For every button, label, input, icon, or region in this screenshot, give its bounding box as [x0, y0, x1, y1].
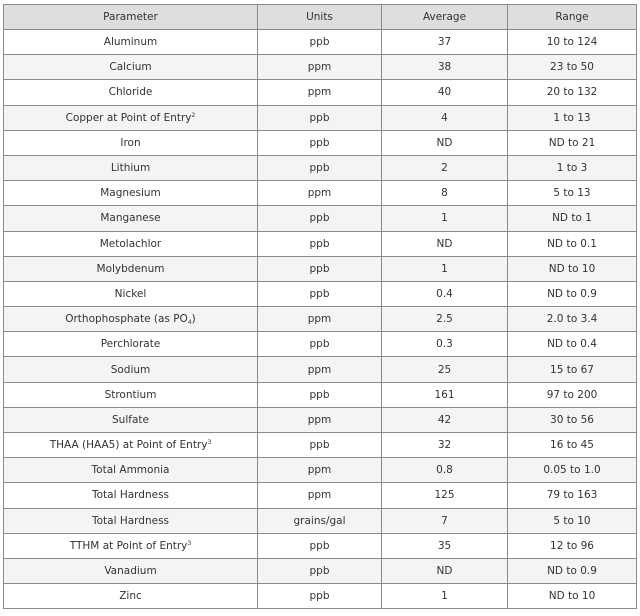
parameter-name: Metolachlor	[99, 237, 162, 250]
parameter-cell	[4, 130, 258, 155]
header-average: Average	[382, 5, 508, 30]
table-row	[4, 584, 637, 609]
units-cell: ppb	[258, 155, 382, 180]
average-cell: 8	[382, 181, 508, 206]
parameter-cell	[4, 332, 258, 357]
units-cell: ppm	[258, 55, 382, 80]
table-row	[4, 382, 637, 407]
table-row	[4, 206, 637, 231]
parameter-name: Orthophosphate (as PO	[65, 312, 188, 325]
footnote-marker: 3	[187, 539, 192, 547]
footnote-marker: 2	[191, 111, 196, 119]
parameter-name: Manganese	[100, 212, 161, 225]
table-row	[4, 231, 637, 256]
parameter-name: Lithium	[110, 162, 151, 175]
units-cell: ppb	[258, 105, 382, 130]
parameter-name: Chloride	[108, 86, 153, 99]
average-cell: 0.3	[382, 332, 508, 357]
parameter-name: Nickel	[114, 287, 147, 300]
parameter-subscript: 4	[187, 318, 192, 326]
range-cell: ND to 10	[508, 584, 637, 609]
average-cell: 0.4	[382, 281, 508, 306]
header-row	[4, 5, 637, 30]
parameter-cell	[4, 458, 258, 483]
range-cell: 0.05 to 1.0	[508, 458, 637, 483]
range-cell: 1 to 13	[508, 105, 637, 130]
average-cell: 7	[382, 508, 508, 533]
range-cell: 97 to 200	[508, 382, 637, 407]
units-cell: ppm	[258, 458, 382, 483]
table-row	[4, 105, 637, 130]
table-row	[4, 433, 637, 458]
parameter-suffix: )	[191, 312, 196, 325]
table-row	[4, 508, 637, 533]
range-cell: 10 to 124	[508, 30, 637, 55]
units-cell: ppb	[258, 231, 382, 256]
units-cell: ppm	[258, 307, 382, 332]
parameter-name: Copper at Point of Entry	[65, 111, 192, 124]
parameter-cell	[4, 558, 258, 583]
average-cell: 4	[382, 105, 508, 130]
parameter-cell	[4, 256, 258, 281]
parameter-name: Zinc	[119, 590, 142, 603]
range-cell: ND to 21	[508, 130, 637, 155]
average-cell: 2	[382, 155, 508, 180]
table-row	[4, 558, 637, 583]
table-row	[4, 155, 637, 180]
parameter-name: Strontium	[104, 388, 157, 401]
parameter-name: TTHM at Point of Entry	[69, 539, 188, 552]
parameter-cell	[4, 357, 258, 382]
range-cell: ND to 1	[508, 206, 637, 231]
table-row	[4, 307, 637, 332]
table-row	[4, 181, 637, 206]
units-cell: ppm	[258, 80, 382, 105]
range-cell: 23 to 50	[508, 55, 637, 80]
footnote-marker: 3	[207, 439, 212, 447]
table-row	[4, 130, 637, 155]
parameter-name: Total Hardness	[91, 514, 170, 527]
table-row	[4, 55, 637, 80]
parameter-name: Iron	[120, 136, 141, 149]
parameter-name: Perchlorate	[100, 338, 161, 351]
parameter-name: Magnesium	[100, 187, 161, 200]
parameter-cell	[4, 533, 258, 558]
parameter-cell	[4, 206, 258, 231]
units-cell: grains/gal	[258, 508, 382, 533]
parameter-name: Vanadium	[104, 565, 157, 578]
parameter-cell	[4, 433, 258, 458]
parameter-name: Total Ammonia	[91, 464, 170, 477]
range-cell: 5 to 10	[508, 508, 637, 533]
parameter-cell	[4, 407, 258, 432]
average-cell: 1	[382, 256, 508, 281]
table-row	[4, 281, 637, 306]
average-cell: 40	[382, 80, 508, 105]
table-row	[4, 458, 637, 483]
parameter-name: Sulfate	[112, 413, 149, 426]
average-cell: 2.5	[382, 307, 508, 332]
average-cell: 35	[382, 533, 508, 558]
average-cell: 38	[382, 55, 508, 80]
table-row	[4, 407, 637, 432]
table-row	[4, 357, 637, 382]
parameter-cell	[4, 508, 258, 533]
average-cell: ND	[382, 231, 508, 256]
parameter-name: Sodium	[110, 363, 151, 376]
parameter-cell	[4, 231, 258, 256]
parameter-name: Total Hardness	[91, 489, 170, 502]
parameter-cell	[4, 155, 258, 180]
units-cell: ppb	[258, 206, 382, 231]
parameter-cell	[4, 80, 258, 105]
table-row	[4, 256, 637, 281]
parameter-cell	[4, 30, 258, 55]
range-cell: ND to 0.4	[508, 332, 637, 357]
parameter-cell	[4, 55, 258, 80]
average-cell: 0.8	[382, 458, 508, 483]
table-row	[4, 30, 637, 55]
range-cell: 79 to 163	[508, 483, 637, 508]
units-cell: ppb	[258, 256, 382, 281]
units-cell: ppb	[258, 433, 382, 458]
parameter-name: Calcium	[109, 61, 152, 74]
header-range: Range	[508, 5, 637, 30]
table-row	[4, 80, 637, 105]
parameter-cell	[4, 483, 258, 508]
average-cell: 1	[382, 206, 508, 231]
average-cell: 42	[382, 407, 508, 432]
parameter-cell	[4, 181, 258, 206]
range-cell: 15 to 67	[508, 357, 637, 382]
average-cell: 125	[382, 483, 508, 508]
parameter-cell	[4, 382, 258, 407]
parameter-name: THAA (HAA5) at Point of Entry	[49, 439, 208, 452]
range-cell: ND to 0.1	[508, 231, 637, 256]
average-cell: ND	[382, 130, 508, 155]
range-cell: ND to 10	[508, 256, 637, 281]
average-cell: ND	[382, 558, 508, 583]
header-parameter: Parameter	[4, 5, 258, 30]
units-cell: ppm	[258, 407, 382, 432]
units-cell: ppb	[258, 281, 382, 306]
range-cell: ND to 0.9	[508, 281, 637, 306]
range-cell: 20 to 132	[508, 80, 637, 105]
units-cell: ppb	[258, 130, 382, 155]
average-cell: 25	[382, 357, 508, 382]
average-cell: 32	[382, 433, 508, 458]
units-cell: ppb	[258, 533, 382, 558]
units-cell: ppm	[258, 483, 382, 508]
table-row	[4, 533, 637, 558]
average-cell: 1	[382, 584, 508, 609]
units-cell: ppb	[258, 558, 382, 583]
range-cell: 16 to 45	[508, 433, 637, 458]
units-cell: ppb	[258, 382, 382, 407]
units-cell: ppb	[258, 30, 382, 55]
units-cell: ppm	[258, 357, 382, 382]
units-cell: ppb	[258, 584, 382, 609]
header-units: Units	[258, 5, 382, 30]
units-cell: ppb	[258, 332, 382, 357]
water-quality-table	[3, 4, 637, 609]
average-cell: 37	[382, 30, 508, 55]
parameter-cell	[4, 307, 258, 332]
range-cell: ND to 0.9	[508, 558, 637, 583]
parameter-cell	[4, 105, 258, 130]
range-cell: 30 to 56	[508, 407, 637, 432]
parameter-name: Aluminum	[103, 36, 158, 49]
average-cell: 161	[382, 382, 508, 407]
table-row	[4, 332, 637, 357]
range-cell: 1 to 3	[508, 155, 637, 180]
range-cell: 12 to 96	[508, 533, 637, 558]
units-cell: ppm	[258, 181, 382, 206]
range-cell: 5 to 13	[508, 181, 637, 206]
parameter-cell	[4, 281, 258, 306]
table-row	[4, 483, 637, 508]
parameter-name: Molybdenum	[96, 262, 165, 275]
range-cell: 2.0 to 3.4	[508, 307, 637, 332]
parameter-cell	[4, 584, 258, 609]
